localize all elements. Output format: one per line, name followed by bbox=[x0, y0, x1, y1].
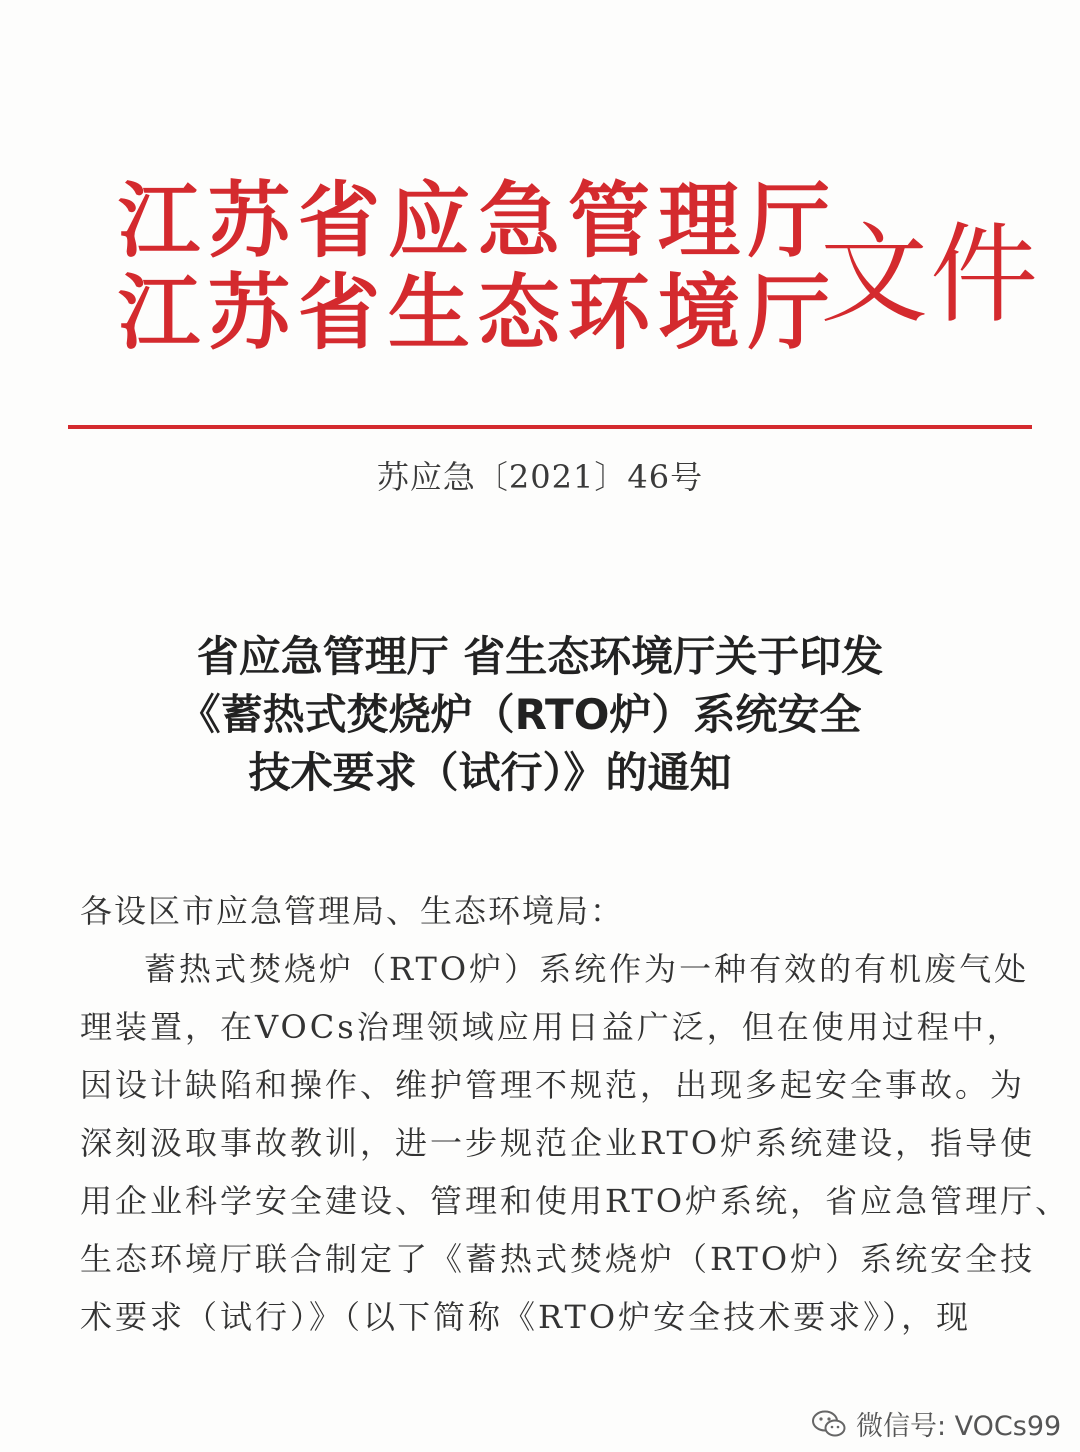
title-line: 技术要求（试行）》的通知 bbox=[248, 748, 732, 797]
document-body bbox=[80, 882, 1071, 1346]
org-name-emergency-management: 江苏省应急管理厅 bbox=[118, 174, 839, 269]
issuing-organizations bbox=[118, 174, 839, 361]
body-line: 深刻汲取事故教训，进一步规范企业RTO炉系统建设，指导使 bbox=[80, 1124, 1036, 1162]
org-name-ecology-environment: 江苏省生态环境厅 bbox=[118, 266, 839, 361]
body-line: 理装置，在VOCs治理领域应用日益广泛，但在使用过程中， bbox=[80, 1008, 1022, 1046]
watermark-text: 微信号: VOCs99 bbox=[856, 1411, 1062, 1442]
body-line: 生态环境厅联合制定了《蓄热式焚烧炉（RTO炉）系统安全技 bbox=[80, 1240, 1036, 1278]
body-line: 用企业科学安全建设、管理和使用RTO炉系统，省应急管理厅、 bbox=[80, 1182, 1071, 1220]
body-line: 蓄热式焚烧炉（RTO炉）系统作为一种有效的有机废气处 bbox=[144, 950, 1030, 988]
salutation: 各设区市应急管理局、生态环境局： bbox=[80, 892, 625, 930]
title-line: 《蓄热式焚烧炉（RTO炉）系统安全 bbox=[178, 690, 862, 739]
title-line: 省应急管理厅 省生态环境厅关于印发 bbox=[196, 632, 884, 681]
body-line: 因设计缺陷和操作、维护管理不规范，出现多起安全事故。为 bbox=[80, 1066, 1026, 1104]
wechat-icon bbox=[812, 1410, 846, 1438]
body-line: 术要求（试行）》（以下简称《RTO炉安全技术要求》），现 bbox=[80, 1298, 972, 1336]
red-separator-line bbox=[68, 425, 1032, 429]
document-type-label: 文件 bbox=[820, 213, 1041, 338]
document-number: 苏应急〔2021〕46号 bbox=[376, 458, 704, 496]
wechat-watermark bbox=[812, 1404, 1061, 1443]
document-title bbox=[0, 628, 1080, 802]
